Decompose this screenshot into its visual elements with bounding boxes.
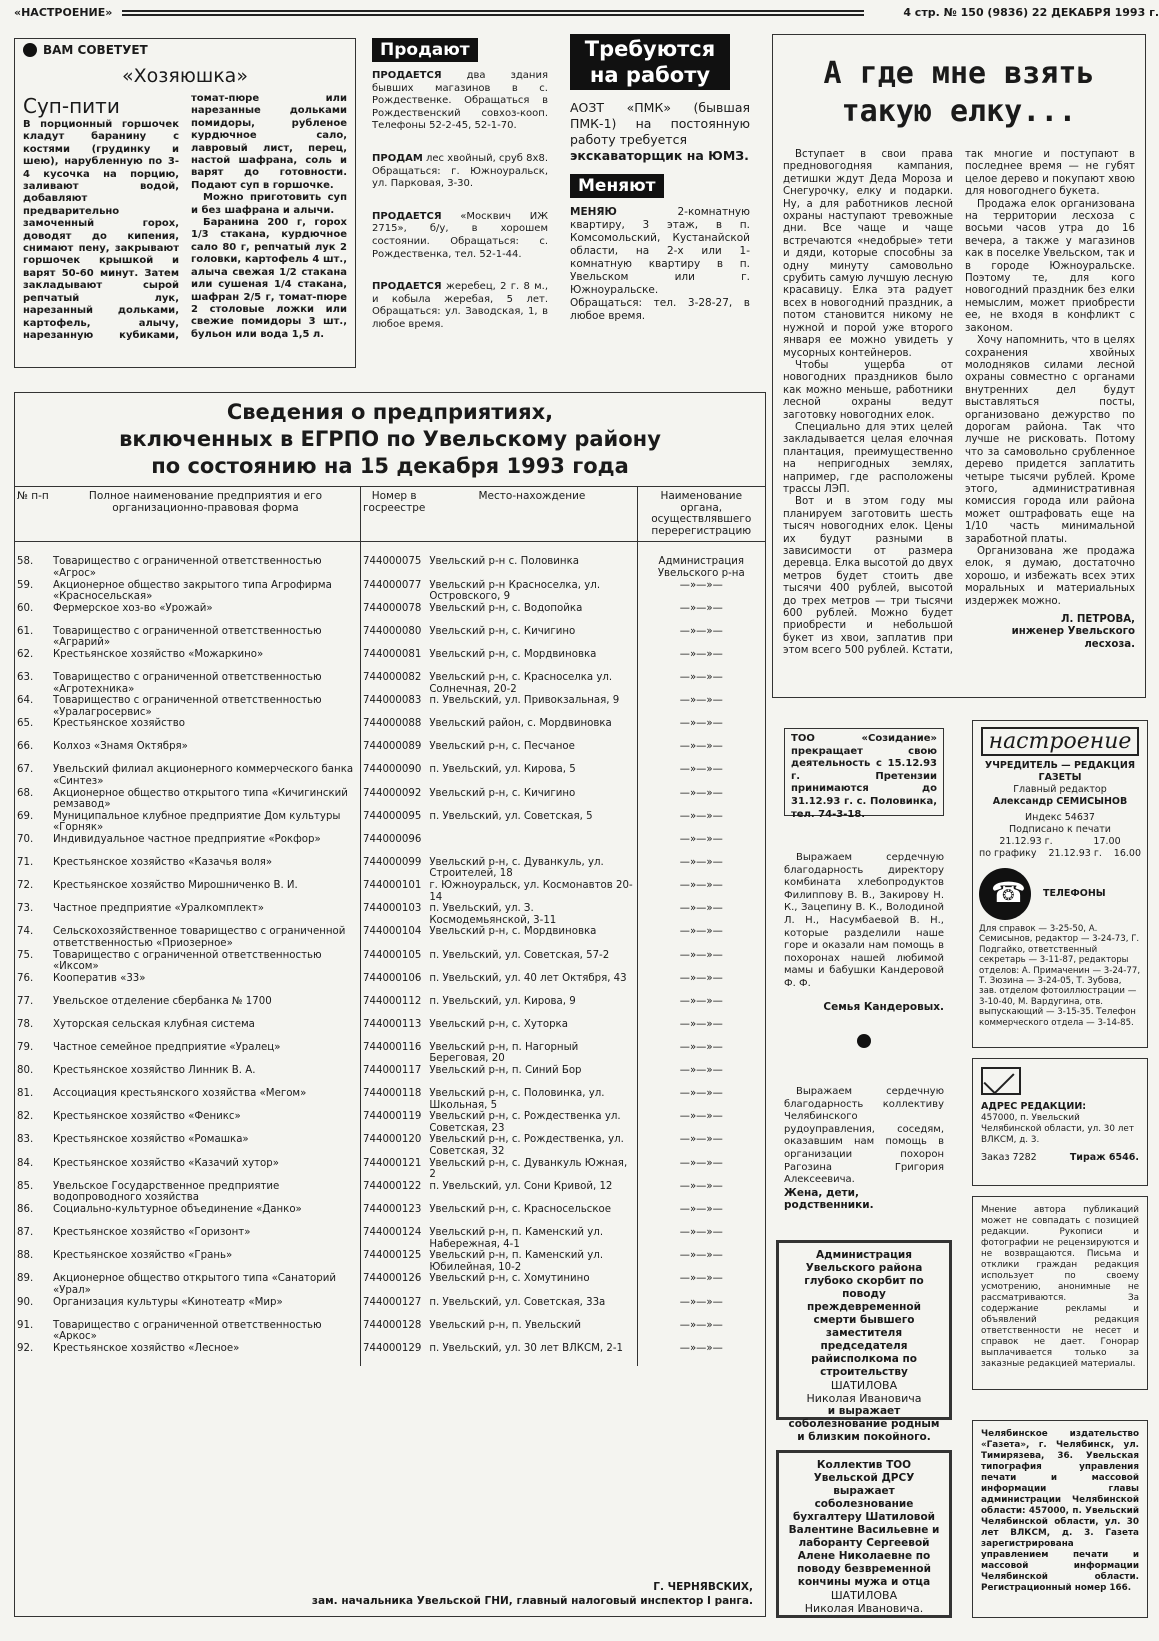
row-number: 81. (17, 1088, 34, 1099)
table-row (15, 1297, 765, 1320)
row-number: 85. (17, 1180, 34, 1192)
table-row (15, 903, 765, 926)
issue-info: 4 стр. № 150 (9836) 22 ДЕКАБРЯ 1993 г. (903, 6, 1159, 19)
row-reg: 744000103 (363, 903, 422, 915)
masthead-signed-label: Подписано к печати (1009, 824, 1111, 835)
disclaimer-box (972, 1196, 1148, 1390)
row-name: Крестьянское хозяйство «Феникс» (51, 1111, 361, 1134)
condolence-1 (776, 1240, 952, 1443)
row-org: —»—»— (679, 787, 723, 799)
masthead-box (972, 720, 1148, 1048)
row-name: Фермерское хоз-во «Урожай» (51, 603, 361, 626)
condolence-1-end: и выражает соболезнование родным и близким покойного. (788, 1405, 940, 1443)
row-name: Крестьянское хозяйство Мирошниченко В. И. (51, 880, 361, 903)
row-reg: 744000078 (363, 602, 422, 614)
row-org: —»—»— (679, 579, 723, 591)
advice-body (23, 93, 347, 342)
sell-item: ПРОДАМ лес хвойный, сруб 8х8. Обращаться: г. Южноуральск, ул. Парковая, 3-30. (372, 152, 548, 190)
row-location: Увельский р-н, п. Синий Бор (427, 1065, 637, 1088)
row-name: Товарищество с ограниченной ответственностью «Иксом» (51, 950, 361, 973)
row-reg: 744000089 (363, 741, 422, 753)
table-row (15, 1065, 765, 1088)
table-row (15, 580, 765, 603)
row-name: Увельское Государственное предприятие водопроводного хозяйства (51, 1181, 361, 1204)
sell-label: Продают (372, 38, 478, 62)
address-text: 457000, п. Увельский Челябинской области, ул. 30 лет ВЛКСМ, д. 3. (981, 1113, 1134, 1145)
row-name: Крестьянское хозяйство Линник В. А. (51, 1065, 361, 1088)
address-box (972, 1058, 1148, 1186)
row-location: Увельский р-н, с. Красносельское (427, 1204, 637, 1227)
jobs-text: АОЗТ «ПМК» (бывшая ПМК-1) на постоянную работу требуется (570, 100, 750, 147)
row-name: Товарищество с ограниченной ответственностью «Агротехника» (51, 672, 361, 695)
row-name: Кооператив «33» (51, 973, 361, 996)
row-org: —»—»— (679, 625, 723, 637)
row-location: п. Увельский, ул. 40 лет Октября, 43 (427, 973, 637, 996)
article-paragraph: Продажа елок организована на территории лесхоза с восьми часов утра до 16 вечера, а также у магазинов как в поселке Увельском, так и в городе Южноуральске. Поэтому те, для кого новогодний праздник без елки немыслим, может приобрести ее, не входя в конфликт с законом. (965, 198, 1135, 334)
table-row (15, 1204, 765, 1227)
row-number: 91. (17, 1319, 34, 1331)
envelope-icon (981, 1067, 1021, 1095)
row-reg: 744000099 (363, 856, 422, 868)
row-location: Увельский р-н, с. Мордвиновка (427, 926, 637, 949)
table-row (15, 1019, 765, 1042)
jobs-label: Требуются на работу (570, 34, 730, 90)
row-reg: 744000117 (363, 1065, 422, 1076)
condolence-1-text: Администрация Увельского района глубоко скорбит по поводу преждевременной смерти бывшего заместителя председателя райисполкома по строительству (804, 1249, 924, 1378)
row-name: Крестьянское хозяйство «Казачий хутор» (51, 1158, 361, 1181)
row-location: п. Увельский, ул. 30 лет ВЛКСМ, 2-1 (427, 1343, 637, 1366)
thanks-1-sign: Семья Кандеровых. (823, 1000, 944, 1013)
row-name: Организация культуры «Кинотеатр «Мир» (51, 1297, 361, 1320)
row-org: —»—»— (679, 671, 723, 683)
row-location: Увельский район, с. Мордвиновка (427, 718, 637, 741)
row-reg: 744000081 (363, 648, 422, 660)
col-reg: Номер в госреестре (361, 487, 428, 542)
row-reg: 744000113 (363, 1018, 422, 1030)
disclaimer-text: Мнение автора публикаций может не совпадать с позицией редакции. Рукописи и фотографии не рецензируются и не возвращаются. Письма и отклики граждан редакция использует по своему усмотрению, анонимные не рассматриваются. За содержание рекламы и объявлений редакция ответственности не несет и справок не дает. Гонорар выплачивается только за заказные редакцией материалы. (981, 1205, 1139, 1369)
masthead-founder: УЧРЕДИТЕЛЬ — РЕДАКЦИЯ ГАЗЕТЫ (984, 760, 1136, 783)
row-number: 89. (17, 1273, 34, 1285)
bullet-icon (23, 43, 37, 57)
row-org: —»—»— (679, 1018, 723, 1030)
row-reg: 744000129 (363, 1342, 422, 1354)
row-location: п. Увельский, ул. З. Космодемьянской, 3-11 (427, 903, 637, 926)
table-row (15, 950, 765, 973)
table-row (15, 811, 765, 834)
row-reg: 744000082 (363, 671, 422, 683)
row-org: —»—»— (679, 1088, 723, 1099)
masthead-editor: Александр СЕМИСЫНОВ (992, 796, 1128, 807)
row-org: Администрация Увельского р-на (657, 556, 745, 579)
table-row (15, 542, 765, 580)
jobs-position: экскаваторщик на ЮМЗ. (570, 148, 749, 163)
row-reg: 744000106 (363, 972, 422, 984)
row-location: Увельский р-н, п. Увельский (427, 1320, 637, 1343)
row-org: —»—»— (679, 1203, 723, 1215)
row-number: 90. (17, 1296, 34, 1308)
row-location: Увельский р-н, с. Половинка, ул. Школьная, 5 (427, 1088, 637, 1111)
row-location: Увельский р-н, с. Песчаное (427, 741, 637, 764)
thanks-2-sign: Жена, дети, родственники. (784, 1186, 874, 1211)
row-location: п. Увельский, ул. Советская, 33а (427, 1297, 637, 1320)
row-org: —»—»— (679, 1250, 723, 1262)
row-number: 72. (17, 880, 34, 892)
row-org: —»—»— (679, 1319, 723, 1331)
row-org: —»—»— (679, 1180, 723, 1192)
table-row (15, 996, 765, 1019)
row-number: 71. (17, 856, 34, 868)
recipe-text: В порционный горшочек кладут баранину с костями (грудинку и шею), нарубленную по 3-4 кусочка на порцию, заливают водой, добавляют предварительно замоченный горох, доводят до кипения, снимают пену, закрывают горшочек крышкой и варят 50-60 минут. Затем закладывают сырой репчатый лук, нарезанный дольками, картофель, алычу, нарезанную кубиками, томат-пюре или нарезанные дольками помидоры, рубленое курдючное сало, лавровый лист, перец, настой шафрана, соль и варят до готовности. Подают суп в горшочке. (23, 93, 347, 341)
recipe-ingredients: Баранина 200 г, горох 1/3 стакана, курдючное сало 80 г, репчатый лук 2 головки, картофель 4 шт., алыча свежая 1/2 стакана или сушеная 1/4 стакана, шафран 2/5 г, томат-пюре 2 столовые ложки или свежие помидоры 3 шт., бульон или вода 1,5 л. (191, 217, 347, 340)
article-paragraph: Организована же продажа елок, я думаю, достаточно хорошо, и избежать всех этих моральных и материальных издержек можно. (965, 546, 1135, 607)
row-org: —»—»— (679, 949, 723, 961)
row-location: Увельский р-н, с. Водопойка (427, 603, 637, 626)
row-org: —»—»— (679, 880, 723, 892)
row-name: Крестьянское хозяйство «Лесное» (51, 1343, 361, 1366)
row-org: —»—»— (679, 1296, 723, 1308)
row-name: Индивидуальное частное предприятие «Рокфор» (51, 834, 361, 857)
table-row (15, 1320, 765, 1343)
article-paragraph: Хочу напомнить, что в целях сохранения хвойных молодняков силами лесной охраны совместно с органами внутренних дел будут выставляться посты, организовано дежурство по дорогам района. Так что лучше не рисковать. Потому что за самовольно срубленное дерево придется заплатить четыре тысячи рублей. Кроме этого, административная комиссия города или района может оштрафовать еще на 1/10 часть минимальной заработной платы. (965, 335, 1135, 545)
row-location: п. Увельский, ул. Привокзальная, 9 (427, 695, 637, 718)
advice-box (14, 38, 356, 368)
separator-dot-icon (857, 1034, 871, 1048)
row-org: —»—»— (679, 1273, 723, 1285)
row-reg: 744000080 (363, 625, 422, 637)
exchange-label: Меняют (570, 174, 664, 198)
row-name: Крестьянское хозяйство «Горизонт» (51, 1227, 361, 1250)
row-number: 92. (17, 1342, 34, 1354)
row-name: Социально-культурное объединение «Данко» (51, 1204, 361, 1227)
table-row (15, 973, 765, 996)
row-number: 67. (17, 764, 34, 776)
sell-item: ПРОДАЕТСЯ два здания бывших магазинов в с. Рождественке. Обращаться в Рождественский совхоз-кооп. Телефоны 52-2-45, 52-1-70. (372, 70, 548, 132)
row-reg: 744000118 (363, 1088, 422, 1099)
advice-rubric: ВАМ СОВЕТУЕТ (43, 43, 148, 57)
row-reg: 744000105 (363, 949, 422, 961)
row-name: Крестьянское хозяйство «Казачья воля» (51, 857, 361, 880)
article-paragraph: Вступает в свои права предновогодняя кампания, детишки ждут Деда Мороза и Снегурочку, елку и подарки. Ну, а для работников лесной охраны наступают тревожные дни. Все чаще и чаще встречаются «недобрые» тети и дяди, которые способны за одну минуту самовольно срубить самую лучшую лесную красавицу. Елка эта радует всех в новогодний праздник, а потом становится никому не нужной и порой уже второго января ее можно увидеть у мусорных контейнеров. (783, 149, 953, 359)
row-org: —»—»— (679, 1111, 723, 1123)
table-row (15, 1227, 765, 1250)
row-number: 60. (17, 602, 34, 614)
table-row (15, 626, 765, 649)
condolence-2 (776, 1450, 952, 1618)
table-row (15, 857, 765, 880)
article-paragraph: Специально для этих целей закладывается целая елочная плантация, преимущественно на непригодных землях, например, где расположены трассы ЛЭП. (783, 421, 953, 495)
row-org: —»—»— (679, 741, 723, 753)
row-number: 87. (17, 1226, 34, 1238)
col-num: № п-п (15, 487, 51, 542)
table-row (15, 1134, 765, 1157)
row-reg: 744000077 (363, 579, 422, 591)
recipe-text-2: Можно приготовить суп и без шафрана и алычи. (191, 192, 347, 216)
row-number: 63. (17, 671, 34, 683)
row-number: 65. (17, 718, 34, 730)
advice-title: «Хозяюшка» (122, 65, 248, 87)
thanks-1-text: Выражаем сердечную благодарность директору комбината хлебопродуктов Филиппову В. В., Закирову Н. К., Зацепину В. К., Володиной Л. Н., Насумбаевой В. Н., которые разделили наше горе и оказали нам помощь в похоронах нашей любимой мамы и бабушки Кандеровой Ф. Ф. (784, 852, 944, 989)
row-reg: 744000075 (363, 556, 422, 568)
condolence-1-name: ШАТИЛОВА (830, 1379, 898, 1392)
row-name: Крестьянское хозяйство «Ромашка» (51, 1134, 361, 1157)
row-number: 73. (17, 903, 34, 915)
sell-item: ПРОДАЕТСЯ «Москвич ИЖ 2715», б/у, в хорошем состоянии. Обращаться: с. Рождественка, тел. 52-1-44. (372, 210, 548, 260)
article-author-role: инженер Увельского лесхоза. (1011, 626, 1135, 650)
row-reg: 744000095 (363, 810, 422, 822)
sell-item: ПРОДАЕТСЯ жеребец, 2 г. 8 м., и кобыла жеребая, 5 лет. Обращаться: ул. Заводская, 1, в любое время. (372, 281, 548, 330)
row-location: Увельский р-н, с. Кичигино (427, 788, 637, 811)
row-number: 70. (17, 833, 34, 845)
table-row (15, 649, 765, 672)
row-name: Сельскохозяйственное товарищество с ограниченной ответственностью «Приозерное» (51, 926, 361, 949)
egrpo-box (14, 392, 766, 1617)
row-location: Увельский р-н, п. Каменский ул. Набережная, 4-1 (427, 1227, 637, 1250)
row-number: 80. (17, 1065, 34, 1076)
row-number: 66. (17, 741, 34, 753)
row-number: 62. (17, 648, 34, 660)
table-row (15, 880, 765, 903)
egrpo-table (15, 486, 765, 1366)
printer-text: Челябинское издательство «Газета», г. Челябинск, ул. Тимирязева, 36. Увельская типография управления печати и массовой информации главы администрации Челябинской области: 457000, п. Увельский Челябинской области, ул. 30 лет ВЛКСМ, д. 3. Газета зарегистрирована управлением печати и массовой информации Челябинской области. Регистрационный номер 166. (981, 1429, 1139, 1593)
article-title: А где мне взять такую елку... (823, 56, 1095, 129)
row-reg: 744000090 (363, 764, 422, 776)
table-row (15, 926, 765, 949)
row-org: —»—»— (679, 695, 723, 707)
row-number: 86. (17, 1203, 34, 1215)
row-reg: 744000127 (363, 1296, 422, 1308)
masthead-schedule: по графику 21.12.93 г. 16.00 (979, 848, 1141, 859)
row-reg: 744000124 (363, 1226, 422, 1238)
row-reg: 744000125 (363, 1250, 422, 1262)
masthead-index: Индекс 54637 (1025, 812, 1095, 823)
row-location: п. Увельский, ул. Советская, 5 (427, 811, 637, 834)
condolence-2-name-2: Николая Ивановича. (804, 1602, 924, 1615)
egrpo-signature: Г. ЧЕРНЯВСКИХ, зам. начальника Увельской ГНИ, главный налоговый инспектор I ранга. (311, 1581, 753, 1607)
table-row (15, 834, 765, 857)
row-reg: 744000126 (363, 1273, 422, 1285)
row-org: —»—»— (679, 1342, 723, 1354)
col-name: Полное наименование предприятия и его организационно-правовая форма (51, 487, 361, 542)
row-name: Крестьянское хозяйство «Можаркино» (51, 649, 361, 672)
row-reg: 744000122 (363, 1180, 422, 1192)
row-reg: 744000116 (363, 1041, 422, 1053)
condolence-1-name-2: Николая Ивановича (806, 1392, 922, 1405)
jobs-column (570, 34, 750, 368)
table-row (15, 672, 765, 695)
row-org: —»—»— (679, 1134, 723, 1146)
row-number: 64. (17, 695, 34, 707)
row-name: Акционерное общество открытого типа «Кичигинский ремзавод» (51, 788, 361, 811)
order-circulation: Заказ 7282 Тираж 6546. (981, 1152, 1139, 1163)
telephone-icon (979, 868, 1031, 920)
table-row (15, 1042, 765, 1065)
address-title: АДРЕС РЕДАКЦИИ: (981, 1101, 1087, 1112)
table-row (15, 1088, 765, 1111)
row-org: —»—»— (679, 903, 723, 915)
row-number: 74. (17, 926, 34, 938)
row-location: п. Увельский, ул. Кирова, 5 (427, 764, 637, 787)
phones-list: Для справок — 3-25-50, А. Семисынов, редактор — 3-24-73, Г. Подгайко, ответственный секретарь — 3-11-87, редакторы отделов: А. Примаченин — 3-24-77, Т. Зюзина — 3-24-05, Т. Зубова, зав. отделом фотоиллюстрации — 3-10-40, М. Вардугина, отв. выпускающий — 3-15-35. Телефон коммерческого отдела — 3-14-85. (979, 924, 1141, 1028)
row-reg: 744000123 (363, 1203, 422, 1215)
printer-box (972, 1420, 1148, 1618)
condolence-2-text: Коллектив ТОО Увельской ДРСУ выражает соболезнование бухгалтеру Шатиловой Валентине Васильевне и лаборанту Сергеевой Алене Николаевне по поводу безвременной кончины мужа и отца (788, 1459, 940, 1588)
condolence-2-name: ШАТИЛОВА (830, 1589, 898, 1602)
sozidanie-text: ТОО «Созидание» прекращает свою деятельность с 15.12.93 г. Претензии принимаются до 31.12.93 г. с. Половинка, тел. 74-3-18. (791, 733, 937, 820)
row-number: 58. (17, 556, 34, 568)
row-name: Частное предприятие «Уралкомплект» (51, 903, 361, 926)
row-org: —»—»— (679, 995, 723, 1007)
egrpo-rows (15, 542, 765, 1366)
exchange-text: МЕНЯЮ 2-комнатную квартиру, 3 этаж, в п. Комсомольский, Кустанайской области, на 2-х или 1-комнатную квартиру в п. Увельском или г. Южноуральске. (570, 206, 750, 296)
row-org: —»—»— (679, 764, 723, 776)
row-name: Колхоз «Знамя Октября» (51, 741, 361, 764)
row-location: Увельский р-н Красноселка, ул. Островского, 9 (427, 580, 637, 603)
row-org: —»—»— (679, 833, 723, 845)
row-org: —»—»— (679, 1226, 723, 1238)
table-row (15, 788, 765, 811)
row-number: 82. (17, 1111, 34, 1123)
row-org: —»—»— (679, 972, 723, 984)
row-reg: 744000104 (363, 926, 422, 938)
article-paragraph: Вот и в этом году мы планируем заготовить шесть тысяч новогодних елок. Цены их будут разными в зависимости от размера деревца. Елка высотой до двух метров будет стоить две тысячи 400 рублей, высотой до трех метров — три тысячи 600 рублей. Можно будет приобрести и небольшой букет из хвои, заплатив при этом всего 500 рублей. Кстати, так многие и поступают в последнее время — не губят целое дерево и покупают хвою для новогоднего букета. (783, 149, 1135, 657)
row-name: Увельское отделение сбербанка № 1700 (51, 996, 361, 1019)
row-number: 61. (17, 625, 34, 637)
row-location: Увельский р-н, с. Рождественка ул. Советская, 23 (427, 1111, 637, 1134)
row-org: —»—»— (679, 1065, 723, 1076)
row-location: Увельский р-н, с. Кичигино (427, 626, 637, 649)
article-body (783, 149, 1135, 658)
row-reg: 744000128 (363, 1319, 422, 1331)
row-reg: 744000088 (363, 718, 422, 730)
row-number: 76. (17, 972, 34, 984)
row-location: Увельский р-н, с. Хомутинино (427, 1273, 637, 1296)
row-reg: 744000120 (363, 1134, 422, 1146)
row-name: Крестьянское хозяйство «Грань» (51, 1250, 361, 1273)
article-paragraph: Чтобы ущерба от новогодних праздников было как можно меньше, работники лесной охраны ведут заготовку новогодних елок. (783, 359, 953, 421)
row-name: Акционерное общество закрытого типа Агрофирма «Красносельская» (51, 580, 361, 603)
row-number: 59. (17, 579, 34, 591)
col-org: Наименование органа, осуществлявшего перерегистрацию (637, 487, 765, 542)
thanks-2-text: Выражаем сердечную благодарность коллективу Челябинского рудоуправления, соседям, оказавшим нам помощь в организации похорон Рагозина Григория Алексеевича. (784, 1086, 944, 1186)
row-reg: 744000121 (363, 1157, 422, 1169)
row-location: п. Увельский, ул. Сони Кривой, 12 (427, 1181, 637, 1204)
row-number: 78. (17, 1018, 34, 1030)
row-name: Хуторская сельская клубная система (51, 1019, 361, 1042)
row-name: Товарищество с ограниченной ответственностью «Уралагросервис» (51, 695, 361, 718)
thanks-notice-1 (784, 852, 944, 1052)
row-location (427, 834, 637, 857)
row-org: —»—»— (679, 1157, 723, 1169)
row-reg: 744000119 (363, 1111, 422, 1123)
row-reg: 744000092 (363, 787, 422, 799)
row-org: —»—»— (679, 1041, 723, 1053)
table-row (15, 1273, 765, 1296)
egrpo-title: Сведения о предприятиях, включенных в ЕГРПО по Увельскому району по состоянию на 15 декабря 1993 года (119, 400, 661, 478)
newspaper-name: «НАСТРОЕНИЕ» (14, 6, 113, 19)
row-name: Частное семейное предприятие «Уралец» (51, 1042, 361, 1065)
article-author: Л. ПЕТРОВА, (1061, 614, 1135, 626)
table-row (15, 718, 765, 741)
page-header (14, 6, 1159, 24)
row-number: 84. (17, 1157, 34, 1169)
sozidanie-notice (784, 728, 944, 820)
phones-title: ТЕЛЕФОНЫ (1043, 888, 1106, 899)
row-reg: 744000112 (363, 995, 422, 1007)
row-reg: 744000096 (363, 833, 422, 845)
row-location: Увельский р-н, с. Рождественка, ул. Советская, 32 (427, 1134, 637, 1157)
row-org: —»—»— (679, 648, 723, 660)
row-location: г. Южноуральск, ул. Космонавтов 20-14 (427, 880, 637, 903)
table-row (15, 1343, 765, 1366)
row-location: Увельский р-н, с. Красноселка ул. Солнечная, 20-2 (427, 672, 637, 695)
table-row (15, 741, 765, 764)
table-row (15, 1181, 765, 1204)
row-number: 77. (17, 995, 34, 1007)
header-rule (122, 10, 864, 16)
col-loc: Место-нахождение (427, 487, 637, 542)
row-location: Увельский р-н, с. Дуванкуль, ул. Строителей, 18 (427, 857, 637, 880)
row-name: Ассоциация крестьянского хозяйства «Мегом» (51, 1088, 361, 1111)
row-number: 68. (17, 787, 34, 799)
table-row (15, 1250, 765, 1273)
masthead-signed-date: 21.12.93 г. 17.00 (999, 836, 1121, 847)
table-row (15, 1158, 765, 1181)
row-number: 88. (17, 1250, 34, 1262)
masthead-editor-label: Главный редактор (1013, 784, 1107, 795)
row-org: —»—»— (679, 810, 723, 822)
row-location: п. Увельский, ул. Кирова, 9 (427, 996, 637, 1019)
row-name: Увельский филиал акционерного коммерческого банка «Синтез» (51, 764, 361, 787)
row-location: Увельский р-н, с. Дуванкуль Южная, 2 (427, 1158, 637, 1181)
table-row (15, 603, 765, 626)
row-location: Увельский р-н, с. Мордвиновка (427, 649, 637, 672)
row-name: Товарищество с ограниченной ответственностью «Аграрий» (51, 626, 361, 649)
row-location: Увельский р-н, п. Нагорный Береговая, 20 (427, 1042, 637, 1065)
row-org: —»—»— (679, 856, 723, 868)
row-location: Увельский р-н, с. Хуторка (427, 1019, 637, 1042)
recipe-title: Суп-пити (23, 94, 120, 118)
row-number: 75. (17, 949, 34, 961)
exchange-contact: Обращаться: тел. 3-28-27, в любое время. (570, 297, 750, 322)
row-number: 83. (17, 1134, 34, 1146)
row-reg: 744000083 (363, 695, 422, 707)
article-box (772, 34, 1146, 698)
table-row (15, 764, 765, 787)
newspaper-logo: настроение (981, 727, 1140, 756)
row-number: 79. (17, 1041, 34, 1053)
row-name: Акционерное общество открытого типа «Санаторий «Урал» (51, 1273, 361, 1296)
row-number: 69. (17, 810, 34, 822)
sell-column (372, 38, 548, 368)
row-reg: 744000101 (363, 880, 422, 892)
row-name: Крестьянское хозяйство (51, 718, 361, 741)
row-org: —»—»— (679, 602, 723, 614)
table-row (15, 1111, 765, 1134)
row-org: —»—»— (679, 718, 723, 730)
thanks-notice-2 (784, 1086, 944, 1211)
row-location: Увельский р-н, п. Каменский ул. Юбилейная, 10-2 (427, 1250, 637, 1273)
row-org: —»—»— (679, 926, 723, 938)
row-name: Товарищество с ограниченной ответственностью «Агрос» (51, 542, 361, 580)
row-name: Товарищество с ограниченной ответственностью «Аркос» (51, 1320, 361, 1343)
row-location: п. Увельский, ул. Советская, 57-2 (427, 950, 637, 973)
row-name: Муниципальное клубное предприятие Дом культуры «Горняк» (51, 811, 361, 834)
row-location: Увельский р-н с. Половинка (427, 542, 637, 580)
table-row (15, 695, 765, 718)
